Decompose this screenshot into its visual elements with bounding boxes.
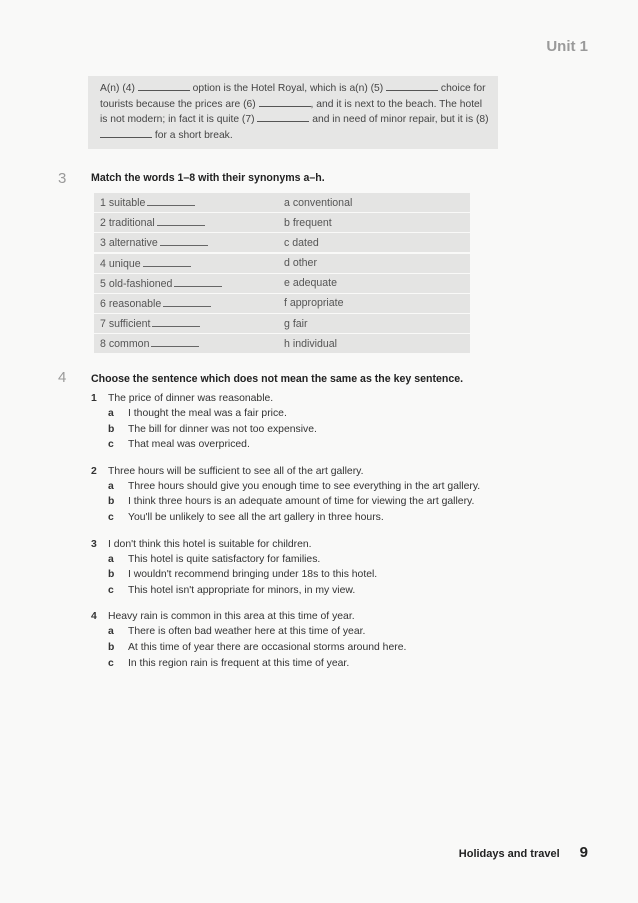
passage-text: choice for tourists because the prices are (6) [100, 83, 486, 110]
key-sentence: The price of dinner was reasonable. [108, 393, 274, 404]
exercise-3-number: 3 [58, 170, 67, 187]
answer-option[interactable] [91, 552, 561, 568]
option-letter: a [108, 626, 114, 638]
exercise-4-questions [91, 391, 561, 682]
page-footer [459, 844, 588, 861]
option-text: At this time of year there are occasional storms around here. [128, 641, 407, 653]
match-row [94, 314, 470, 333]
answer-option[interactable] [91, 583, 561, 599]
key-sentence: I don't think this hotel is suitable for children. [108, 538, 312, 550]
gap-5[interactable] [386, 81, 438, 91]
exercise-3-instruction: Match the words 1–8 with their synonyms a–h. [91, 172, 325, 184]
match-row [94, 334, 470, 353]
gap-7[interactable] [257, 112, 309, 122]
match-row [94, 233, 470, 252]
match-synonym: h individual [284, 337, 338, 350]
match-word: 3 alternative [100, 237, 158, 250]
option-letter: a [108, 480, 114, 492]
match-word: 7 sufficient [100, 318, 151, 331]
gap-6[interactable] [259, 97, 311, 107]
instruction-emphasis: not [261, 373, 278, 385]
option-text: This hotel isn't appropriate for minors, in my view. [128, 584, 356, 596]
question-item [91, 537, 561, 599]
match-synonym: f appropriate [284, 297, 344, 310]
question-number: 1 [91, 393, 97, 404]
option-letter: a [108, 553, 114, 565]
option-letter: a [108, 408, 114, 419]
match-word: 1 suitable [100, 197, 146, 209]
option-letter: b [108, 423, 115, 435]
match-word: 4 unique [100, 257, 141, 270]
match-synonym: d other [284, 257, 317, 270]
gap-8[interactable] [100, 128, 152, 138]
instruction-text: mean the same as the key sentence. [277, 373, 464, 385]
option-text: This hotel is quite satisfactory for families. [128, 553, 321, 565]
unit-label: Unit 1 [546, 38, 588, 55]
option-text: That meal was overpriced. [128, 439, 250, 451]
answer-option[interactable] [91, 510, 561, 526]
question-number: 2 [91, 465, 97, 477]
option-letter: c [108, 439, 114, 451]
question-number: 3 [91, 538, 97, 550]
gap-fill-passage [88, 76, 498, 149]
exercise-4-instruction [91, 373, 463, 385]
match-row [94, 213, 470, 232]
option-text: I thought the meal was a fair price. [128, 408, 287, 419]
option-letter: c [108, 657, 114, 669]
match-word: 2 traditional [100, 217, 155, 230]
key-sentence: Three hours will be sufficient to see all of the art gallery. [108, 465, 364, 477]
instruction-text: Choose the sentence which does [91, 373, 262, 385]
answer-option[interactable] [91, 406, 561, 422]
option-text: In this region rain is frequent at this time of year. [128, 657, 350, 669]
answer-blank[interactable] [160, 236, 208, 246]
match-row [94, 254, 470, 273]
gap-4[interactable] [138, 81, 190, 91]
match-row [94, 274, 470, 293]
match-synonym: g fair [284, 317, 308, 330]
key-sentence: Heavy rain is common in this area at this time of year. [108, 611, 355, 623]
match-word: 5 old-fashioned [100, 277, 173, 290]
option-text: I think three hours is an adequate amount of time for viewing the art gallery. [128, 496, 475, 508]
answer-option[interactable] [91, 656, 561, 672]
answer-option[interactable] [91, 494, 561, 510]
match-word: 6 reasonable [100, 297, 162, 310]
match-synonym: b frequent [284, 216, 332, 229]
match-synonym: c dated [284, 236, 319, 249]
option-letter: b [108, 641, 115, 653]
passage-text: A(n) (4) [100, 83, 138, 94]
match-row [94, 294, 470, 313]
option-text: You'll be unlikely to see all the art gallery in three hours. [128, 511, 384, 523]
question-item [91, 391, 561, 453]
match-word: 8 common [100, 338, 150, 351]
answer-blank[interactable] [152, 317, 200, 327]
match-synonym: a conventional [284, 196, 353, 209]
answer-option[interactable] [91, 567, 561, 583]
answer-blank[interactable] [151, 337, 199, 347]
question-item [91, 609, 561, 671]
answer-blank[interactable] [143, 257, 191, 267]
passage-text: , and it is next to the beach. The hotel is not modern; in fact it is quite (7) [100, 98, 483, 126]
match-row [94, 193, 470, 212]
answer-option[interactable] [91, 437, 561, 453]
passage-text: and in need of minor repair, but it is (8) [309, 114, 489, 126]
option-letter: c [108, 584, 114, 596]
answer-blank[interactable] [147, 196, 195, 206]
answer-blank[interactable] [174, 277, 222, 287]
exercise-4-number: 4 [58, 369, 67, 386]
option-letter: b [108, 496, 115, 508]
answer-option[interactable] [91, 640, 561, 656]
section-title: Holidays and travel [458, 848, 560, 860]
answer-option[interactable] [91, 479, 561, 495]
option-text: Three hours should give you enough time to see everything in the art gallery. [128, 480, 481, 492]
option-text: There is often bad weather here at this time of year. [128, 626, 366, 638]
option-text: I wouldn't recommend bringing under 18s to this hotel. [128, 569, 378, 581]
match-synonym: e adequate [284, 277, 338, 290]
question-item [91, 464, 561, 526]
answer-option[interactable] [91, 422, 561, 438]
option-letter: b [108, 569, 115, 581]
matching-table [94, 193, 470, 355]
passage-text: for a short break. [152, 129, 233, 141]
option-text: The bill for dinner was not too expensive. [128, 423, 317, 435]
answer-option[interactable] [91, 624, 561, 640]
question-number: 4 [91, 611, 97, 623]
page-number: 9 [579, 844, 588, 861]
answer-blank[interactable] [157, 216, 205, 226]
answer-blank[interactable] [163, 297, 211, 307]
passage-text: option is the Hotel Royal, which is a(n) (5) [189, 83, 387, 94]
option-letter: c [108, 511, 114, 523]
